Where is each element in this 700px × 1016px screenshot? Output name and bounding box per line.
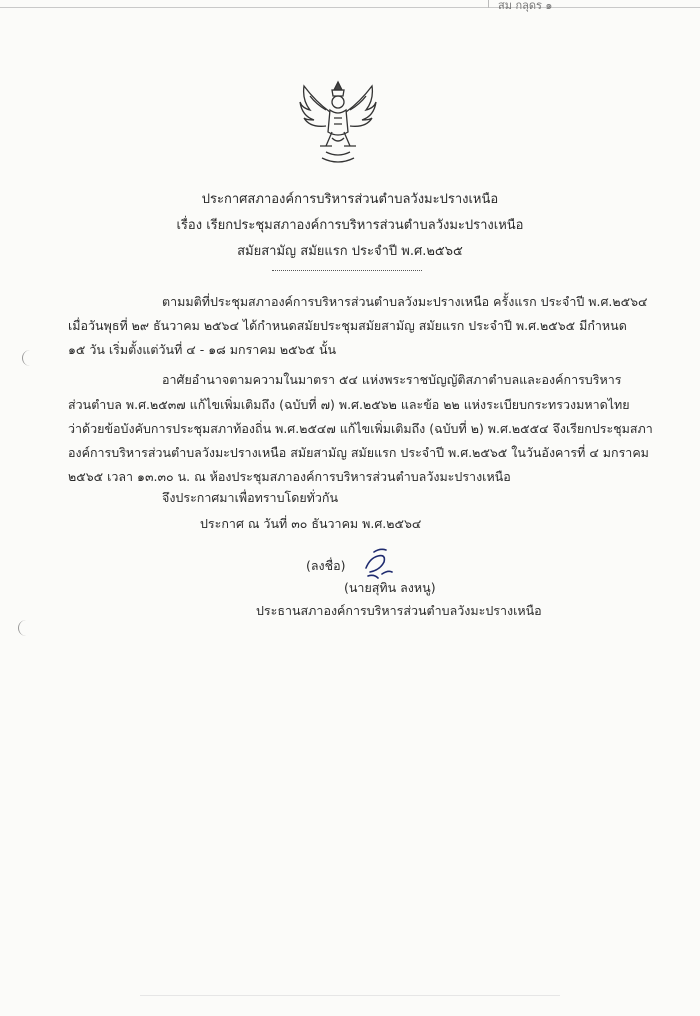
signer-title: ประธานสภาองค์การบริหารส่วนตำบลวังมะปรางเหนือ — [256, 603, 542, 618]
paragraph-2-line-1: อาศัยอำนาจตามความในมาตรา ๕๔ แห่งพระราชบัญญัติสภาตำบลและองค์การบริหาร — [162, 372, 622, 387]
announcement-title: ประกาศสภาองค์การบริหารส่วนตำบลวังมะปรางเหนือ — [201, 192, 499, 207]
announcement-date: ประกาศ ณ วันที่ ๓๐ ธันวาคม พ.ศ.๒๕๖๔ — [200, 516, 422, 531]
paragraph-2-line-3: ว่าด้วยข้อบังคับการประชุมสภาท้องถิ่น พ.ศ.๒๕๔๗ แก้ไขเพิ่มเติมถึง (ฉบับที่ ๒) พ.ศ.๒๕๕๔ จึงเรียกประชุมสภา — [68, 421, 653, 436]
corner-fragment: สม กลุดร ๑ — [498, 0, 553, 12]
paragraph-1-line-2: เมื่อวันพุธที่ ๒๙ ธันวาคม ๒๕๖๔ ได้กำหนดสมัยประชุมสมัยสามัญ สมัยแรก ประจำปี พ.ศ.๒๕๖๕ มีกำหนด — [68, 318, 627, 333]
signer-name: (นายสุทิน ลงหนู) — [344, 580, 436, 595]
paragraph-1-line-1: ตามมติที่ประชุมสภาองค์การบริหารส่วนตำบลวังมะปรางเหนือ ครั้งแรก ประจำปี พ.ศ.๒๕๖๔ — [162, 294, 648, 309]
paragraph-2-line-4: องค์การบริหารส่วนตำบลวังมะปรางเหนือ สมัยสามัญ สมัยแรก ประจำปี พ.ศ.๒๕๖๕ ในวันอังคารที่ ๔ มกราคม — [68, 445, 649, 460]
paragraph-1-line-3: ๑๕ วัน เริ่มตั้งแต่วันที่ ๔ - ๑๘ มกราคม ๒๕๖๕ นั้น — [68, 342, 337, 357]
paragraph-2-line-5: ๒๕๖๕ เวลา ๑๓.๓๐ น. ณ ห้องประชุมสภาองค์การบริหารส่วนตำบลวังมะปรางเหนือ — [68, 469, 511, 484]
top-edge-rule — [0, 7, 700, 8]
paragraph-3: จึงประกาศมาเพื่อทราบโดยทั่วกัน — [162, 490, 339, 505]
bottom-edge-rule — [140, 995, 560, 996]
handwritten-signature-icon — [360, 544, 396, 580]
dotted-separator — [272, 270, 422, 271]
corner-rule — [488, 0, 489, 8]
announcement-subject: เรื่อง เรียกประชุมสภาองค์การบริหารส่วนตำบลวังมะปรางเหนือ — [176, 218, 524, 233]
garuda-emblem-icon — [296, 74, 380, 168]
punch-hole-mark — [18, 620, 29, 636]
announcement-session: สมัยสามัญ สมัยแรก ประจำปี พ.ศ.๒๕๖๕ — [237, 244, 463, 259]
paragraph-2-line-2: ส่วนตำบล พ.ศ.๒๕๓๗ แก้ไขเพิ่มเติมถึง (ฉบับที่ ๗) พ.ศ.๒๕๖๒ และข้อ ๒๒ แห่งระเบียบกระทรวงมหาดไทย — [68, 397, 630, 412]
sign-label: (ลงชื่อ) — [306, 558, 346, 573]
punch-hole-mark — [22, 350, 33, 366]
